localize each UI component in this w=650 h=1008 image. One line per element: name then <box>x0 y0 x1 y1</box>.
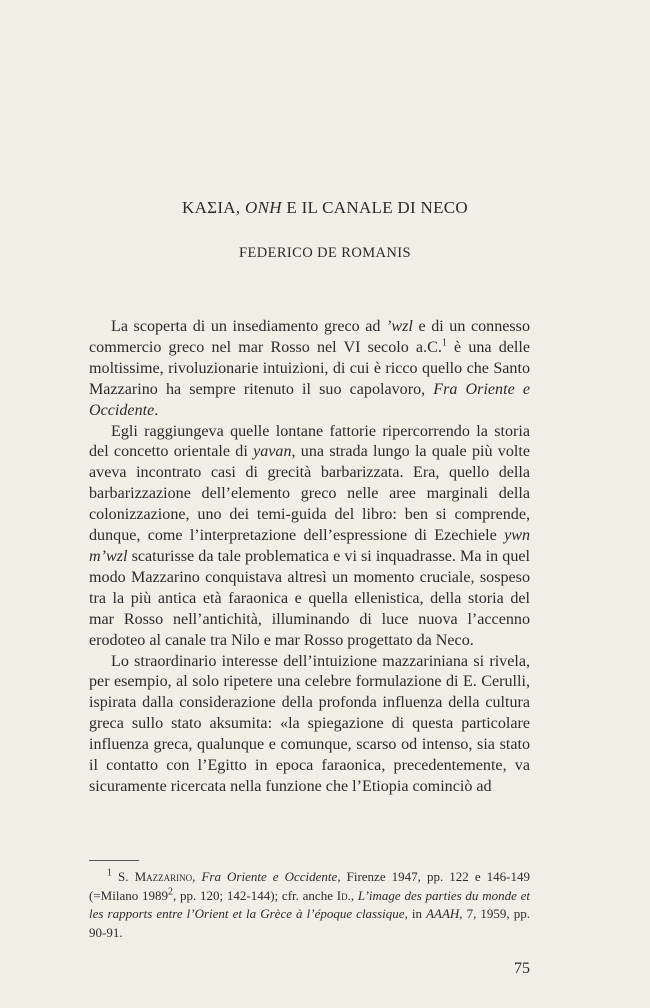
title-rest: E IL CANALE DI NECO <box>281 198 468 217</box>
page-number: 75 <box>514 960 530 977</box>
paragraph-1: La scoperta di un insediamento greco ad ’wzl e di un connesso commercio greco nel mar Rosso nel VI secolo a.C.$^1$ è una delle moltissime, rivoluzionarie intuizioni, di cui è ricco quello che Santo Mazzarino ha sempre ritenuto il suo capolavoro, Fra Oriente e Occidente. <box>89 318 530 419</box>
author-name: FEDERICO DE ROMANIS <box>239 245 411 261</box>
footnote-divider <box>89 860 139 861</box>
paragraph-2: Egli raggiungeva quelle lontane fattorie ripercorrendo la storia del concetto orientale di yavan, una strada lungo la quale più volte aveva incontrato casi di grecità barbarizzata. Era, quello della barbarizzazione dell’elemento greco nelle aree marginali della colonizzazione, uno dei temi-guida del libro: ben si comprende, dunque, come l’interpretazione dell’espressione di Ezechiele ywn m’wzl scaturisse da tale problematica e vi si inquadrasse. Ma in quel modo Mazzarino conquistava altresì un momento cruciale, sospeso tra la più antica età faraonica e quella ellenistica, della storia del mar Rosso nell’antichità, illuminando di luce nuova l’accenno erodoteo al canale tra Nilo e mar Rosso progettato da Neco. <box>89 422 530 649</box>
footnote-ref: 1 <box>441 337 447 349</box>
footnote-number: 1 <box>107 867 112 879</box>
article-title <box>0 198 650 218</box>
footnote-1: $^1$ S. Mazzarino, Fra Oriente e Occidente, Firenze 1947, pp. 122 e 146-149 (=Milano 1989$^2$, pp. 120; 142-144); cfr. anche Id., L’image des parties du monde et les rapports entre l’Orient et la Grèce à l’époque classique, in AAAH, 7, 1959, pp. 90-91. <box>89 867 530 940</box>
title-italic: ΟΝΗ <box>245 198 282 217</box>
paragraph-3: Lo straordinario interesse dell’intuizione mazzariniana si rivela, per esempio, al solo ripetere una celebre formulazione di E. Cerulli, ispirata dalla considerazione della profonda influenza della cultura greca sullo stato aksumita: «la spiegazione di questa particolare influenza greca, qualunque e comunque, scarso od intenso, sia stato il contatto con l’Egitto in epoca faraonica, precedentemente, va sicuramente ricercata nella funzione che l’Etiopia cominciò ad <box>89 652 530 795</box>
title-greek: ΚΑΣΙΑ, <box>182 198 245 217</box>
body-text <box>89 317 530 798</box>
